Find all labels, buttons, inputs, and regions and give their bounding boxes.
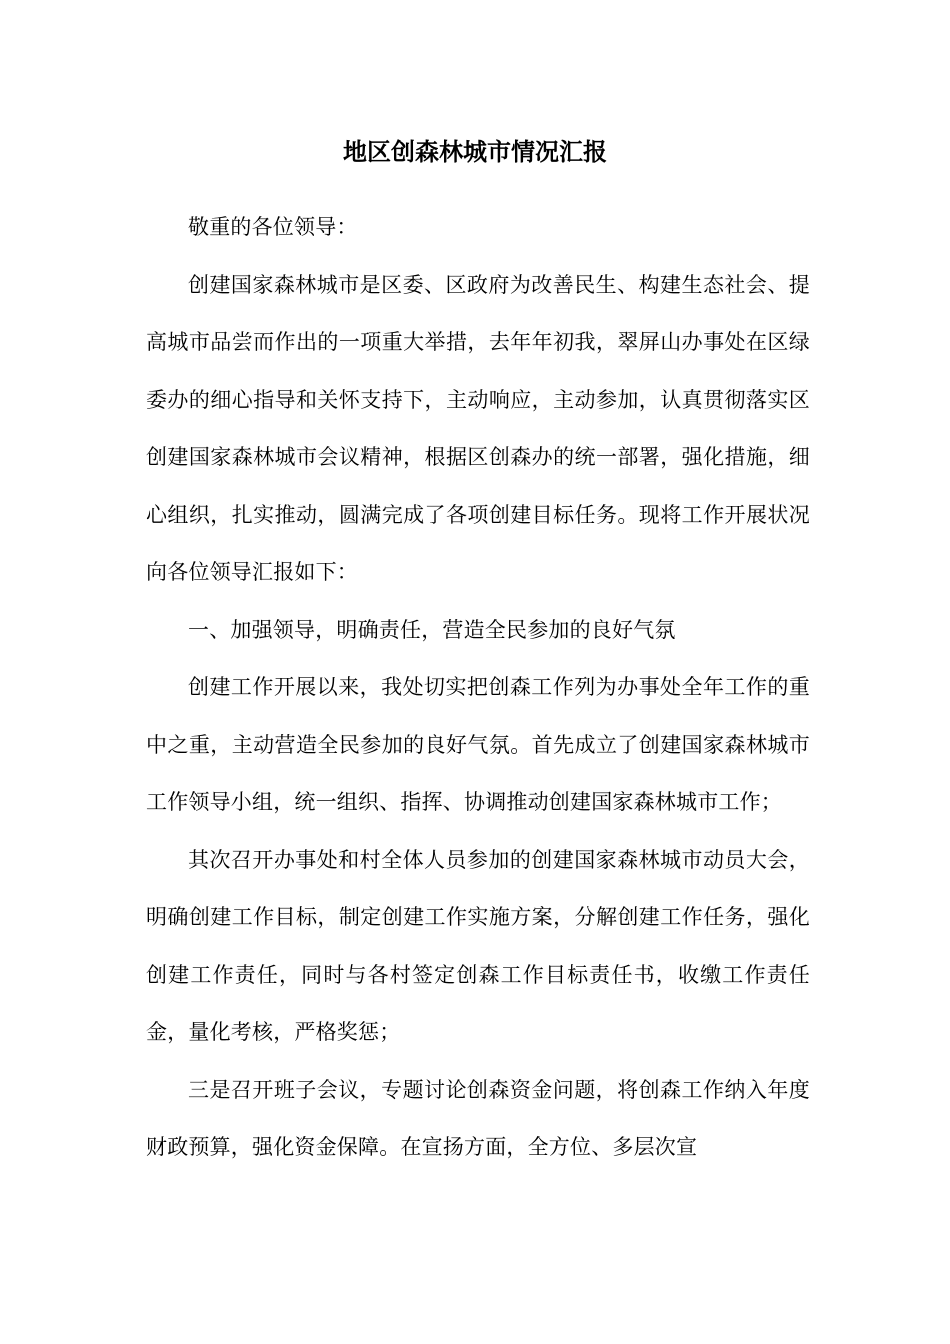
document-title: 地区创森林城市情况汇报: [343, 137, 607, 166]
body-paragraph: 三是召开班子会议，专题讨论创森资金问题，将创森工作纳入年度财政预算，强化资金保障。在宣扬方面，全方位、多层次宣: [146, 1077, 810, 1159]
body-paragraph: 其次召开办事处和村全体人员参加的创建国家森林城市动员大会，明确创建工作目标，制定创建工作实施方案，分解创建工作任务，强化创建工作责任，同时与各村签定创森工作目标责任书，收缴工作责任金，量化考核，严格奖惩；: [146, 847, 810, 1044]
document-body: [146, 199, 810, 1177]
section-heading-1: 一、加强领导，明确责任，营造全民参加的良好气氛: [188, 617, 676, 642]
salutation-paragraph: 敬重的各位领导：: [188, 215, 358, 239]
body-paragraph: 创建工作开展以来，我处切实把创森工作列为办事处全年工作的重中之重，主动营造全民参加的良好气氛。首先成立了创建国家森林城市工作领导小组，统一组织、指挥、协调推动创建国家森林城市工作；: [146, 675, 810, 814]
intro-paragraph: 创建国家森林城市是区委、区政府为改善民生、构建生态社会、提高城市品尝而作出的一项重大举措，去年年初我，翠屏山办事处在区绿委办的细心指导和关怀支持下，主动响应，主动参加，认真贯彻落实区创建国家森林城市会议精神，根据区创森办的统一部署，强化措施，细心组织，扎实推动，圆满完成了各项创建目标任务。现将工作开展状况向各位领导汇报如下：: [146, 272, 810, 584]
